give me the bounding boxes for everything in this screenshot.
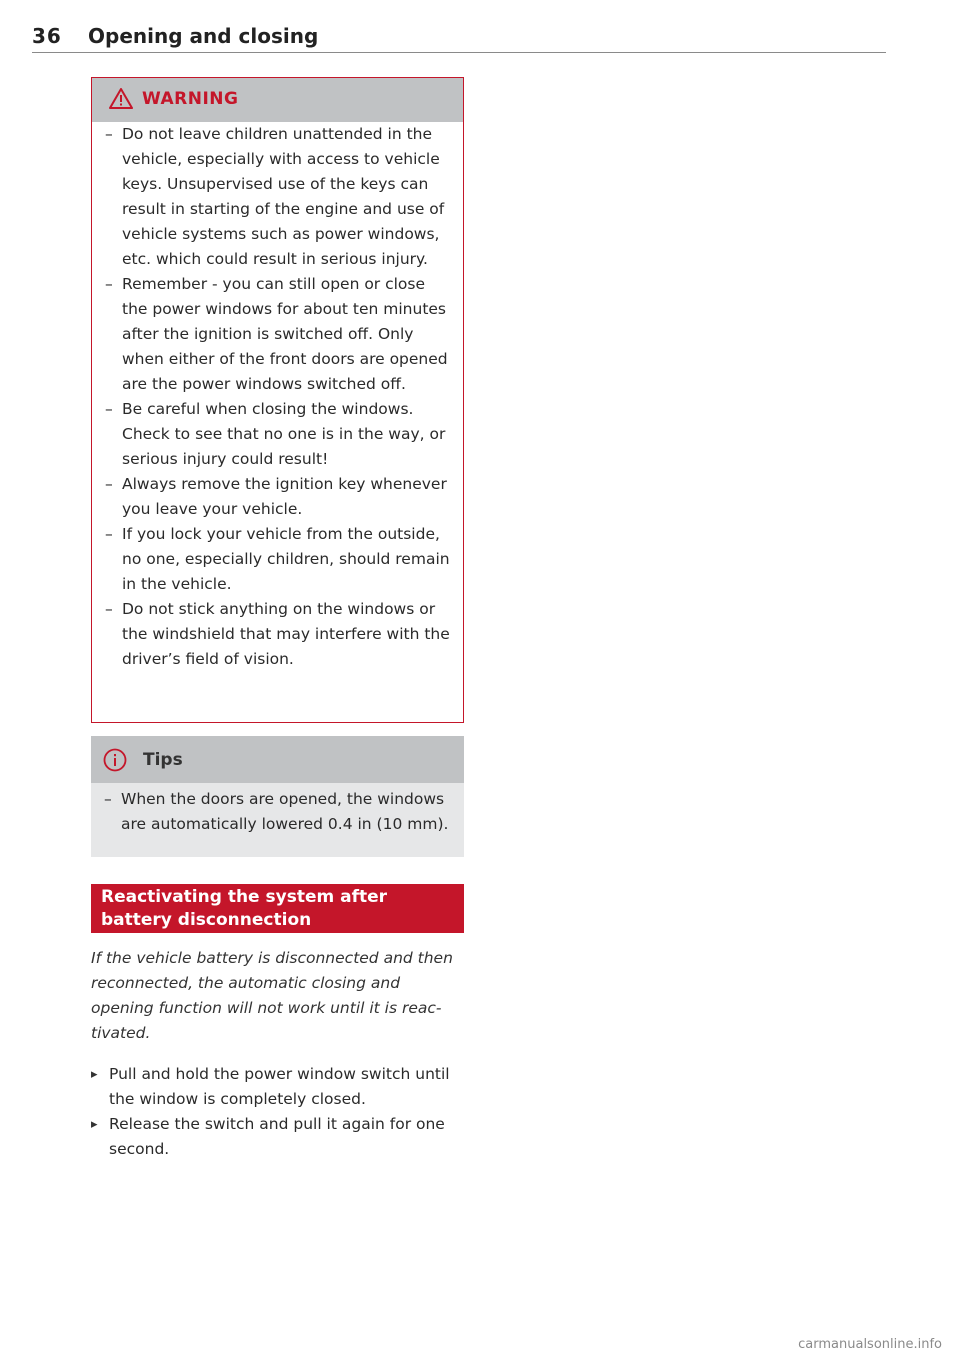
warning-triangle-icon (109, 87, 133, 109)
step-item: ▸ Release the switch and pull it again for one second. (91, 1112, 464, 1162)
warning-box (91, 77, 464, 723)
watermark: carmanualsonline.info (798, 1337, 942, 1352)
info-circle-icon (103, 748, 127, 772)
warning-item: – Always remove the ignition key whenever you leave your vehicle. (102, 472, 454, 522)
tips-box (91, 736, 464, 857)
warning-item: – Remember - you can still open or close the power windows for about ten minutes after the ignition is switched off. Only when either of the front doors are opened are the power windows switched off. (102, 272, 454, 397)
tips-title: Tips (143, 750, 183, 770)
warning-item: – Be careful when closing the windows. Check to see that no one is in the way, or serious injury could result! (102, 397, 454, 472)
page-number: 36 (32, 24, 62, 48)
section-intro: If the vehicle battery is disconnected and then reconnected, the automatic closing and opening function will not work until it is reactivated. (91, 949, 453, 1042)
section-heading: Reactivating the system after battery disconnection (91, 884, 464, 933)
tips-item: – When the doors are opened, the windows are automatically lowered 0.4 in (10 mm). (101, 787, 453, 837)
section-title: Opening and closing (88, 24, 319, 48)
tips-header (91, 736, 464, 783)
steps-list (91, 1062, 464, 1162)
step-item: ▸ Pull and hold the power window switch until the window is completely closed. (91, 1062, 464, 1112)
tips-list (101, 787, 453, 837)
warning-header (92, 78, 463, 122)
warning-title: WARNING (142, 89, 239, 109)
warning-list (102, 122, 454, 672)
header-divider (32, 52, 886, 53)
warning-item: – Do not stick anything on the windows or the windshield that may interfere with the driver’s field of vision. (102, 597, 454, 672)
page-header (32, 24, 886, 54)
warning-item: – Do not leave children unattended in the vehicle, especially with access to vehicle keys. Unsupervised use of the keys can result in starting of the engine and use of vehicle systems such as power windows, etc. which could result in serious injury. (102, 122, 454, 272)
warning-item: – If you lock your vehicle from the outside, no one, especially children, should remain in the vehicle. (102, 522, 454, 597)
